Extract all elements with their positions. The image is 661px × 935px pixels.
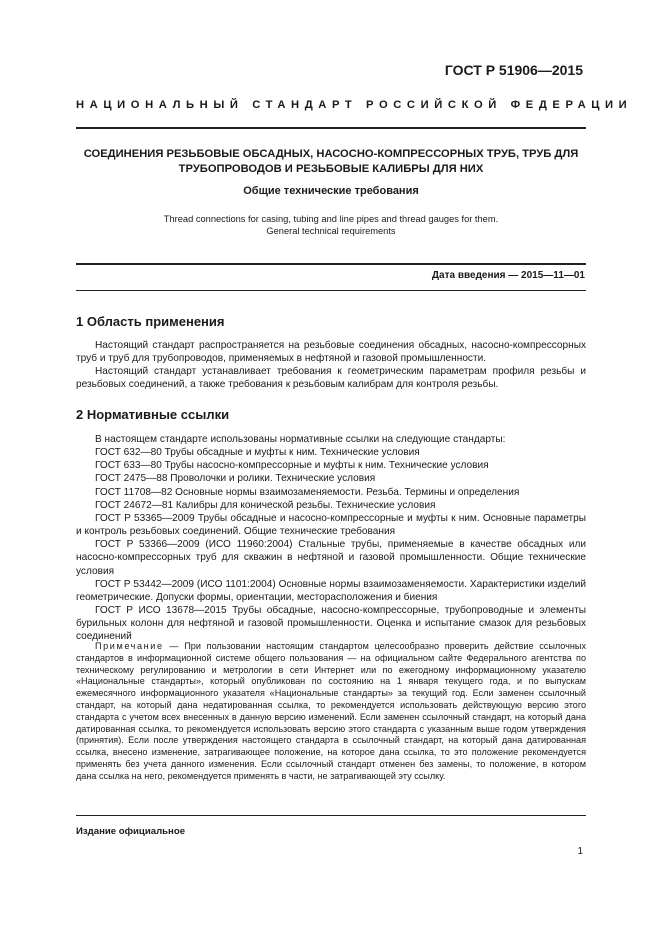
document-code: ГОСТ Р 51906—2015	[444, 62, 583, 78]
section-1-heading: 1 Область применения	[76, 314, 225, 329]
english-title-line-2: General technical requirements	[266, 226, 396, 236]
section-1-paragraph-2: Настоящий стандарт устанавливает требования к геометрическим параметрам профиля резьбы и резьбовых соединений, а также требования к резьбовым калибрам для контроля резьбы.	[76, 366, 586, 391]
references-note	[76, 641, 586, 783]
reference-item: ГОСТ Р 53365—2009 Трубы обсадные и насосно-компрессорные и муфты к ним. Основные параметры и контроль резьбовых соединений. Общие технические требования	[76, 512, 586, 538]
document-title	[76, 147, 586, 177]
title-divider	[76, 263, 586, 265]
document-subtitle: Общие технические требования	[243, 185, 419, 197]
reference-item: ГОСТ 633—80 Трубы насосно-компрессорные и муфты к ним. Технические условия	[95, 460, 489, 472]
page-number: 1	[577, 846, 583, 857]
reference-item: ГОСТ Р 53366—2009 (ИСО 11960:2004) Стальные трубы, применяемые в качестве обсадных или насосно-компрессорных труб для скважин в нефтяной и газовой промышленности. Общие технические условия	[76, 539, 586, 577]
date-divider	[76, 290, 586, 291]
official-edition-label: Издание официальное	[76, 826, 186, 837]
reference-item: ГОСТ 632—80 Трубы обсадные и муфты к ним. Технические условия	[95, 447, 420, 459]
english-title-line-1: Thread connections for casing, tubing and line pipes and thread gauges for them.	[163, 214, 499, 224]
title-line-1: СОЕДИНЕНИЯ РЕЗЬБОВЫЕ ОБСАДНЫХ, НАСОСНО-КОМПРЕССОРНЫХ ТРУБ, ТРУБ ДЛЯ	[83, 148, 579, 160]
note-label: Примечание	[95, 641, 164, 651]
section-2-body	[76, 433, 586, 644]
section-2-intro: В настоящем стандарте использованы нормативные ссылки на следующие стандарты:	[95, 434, 506, 445]
reference-item: ГОСТ 11708—82 Основные нормы взаимозаменяемости. Резьба. Термины и определения	[95, 486, 520, 498]
section-1-body	[76, 339, 586, 392]
note-text: — При пользовании настоящим стандартом целесообразно проверить действие ссылочных стандартов в информационной системе общего пользования — на официальном сайте Федерального агентства по техническому регулированию и метрологии в сети Интернет или по ежегодному информационному указателю «Национальные стандарты», который опубликован по состоянию на 1 января текущего года, и по выпускам ежемесячного информационного указателя «Национальные стандарты» за текущий год. Если заменен ссылочный стандарт, на который дана недатированная ссылка, то рекомендуется использовать действующую версию этого стандарта с учетом всех внесенных в данную версию изменений. Если заменен ссылочный стандарт, на который дана датированная ссылка, то рекомендуется использовать версию этого стандарта с указанным выше годом утверждения (принятия). Если после утверждения настоящего стандарта в ссылочный стандарт, на который дана датированная ссылка, внесено изменение, затрагивающее положение, на которое дана ссылка, то это положение рекомендуется применять без учета данного изменения. Если ссылочный стандарт отменен без замены, то положение, в котором дана ссылка на него, рекомендуется применять в части, не затрагивающей эту ссылку.	[76, 641, 586, 781]
section-1-paragraph-1: Настоящий стандарт распространяется на резьбовые соединения обсадных, насосно-компрессорных труб и труб для трубопроводов, применяемых в нефтяной и газовой промышленности.	[76, 340, 586, 365]
footer-divider	[76, 815, 586, 816]
national-standard-heading: НАЦИОНАЛЬНЫЙ СТАНДАРТ РОССИЙСКОЙ ФЕДЕРАЦИИ	[76, 99, 633, 111]
english-title	[76, 213, 586, 237]
top-divider	[76, 127, 586, 129]
reference-item: ГОСТ Р 53442—2009 (ИСО 1101:2004) Основные нормы взаимозаменяемости. Характеристики изделий геометрические. Допуски формы, ориентации, месторасположения и биения	[76, 578, 586, 603]
reference-item: ГОСТ 2475—88 Проволочки и ролики. Технические условия	[95, 473, 376, 485]
reference-item: ГОСТ 24672—81 Калибры для конической резьбы. Технические условия	[95, 499, 436, 511]
introduction-date: Дата введения — 2015—11—01	[431, 270, 585, 281]
reference-item: ГОСТ Р ИСО 13678—2015 Трубы обсадные, насосно-компрессорные, трубопроводные и элементы бурильных колонн для нефтяной и газовой промышленности. Оценка и испытание смазок для резьбовых соединений	[76, 605, 586, 643]
title-line-2: ТРУБОПРОВОДОВ И РЕЗЬБОВЫЕ КАЛИБРЫ ДЛЯ НИХ	[178, 163, 484, 175]
section-2-heading: 2 Нормативные ссылки	[76, 407, 230, 422]
